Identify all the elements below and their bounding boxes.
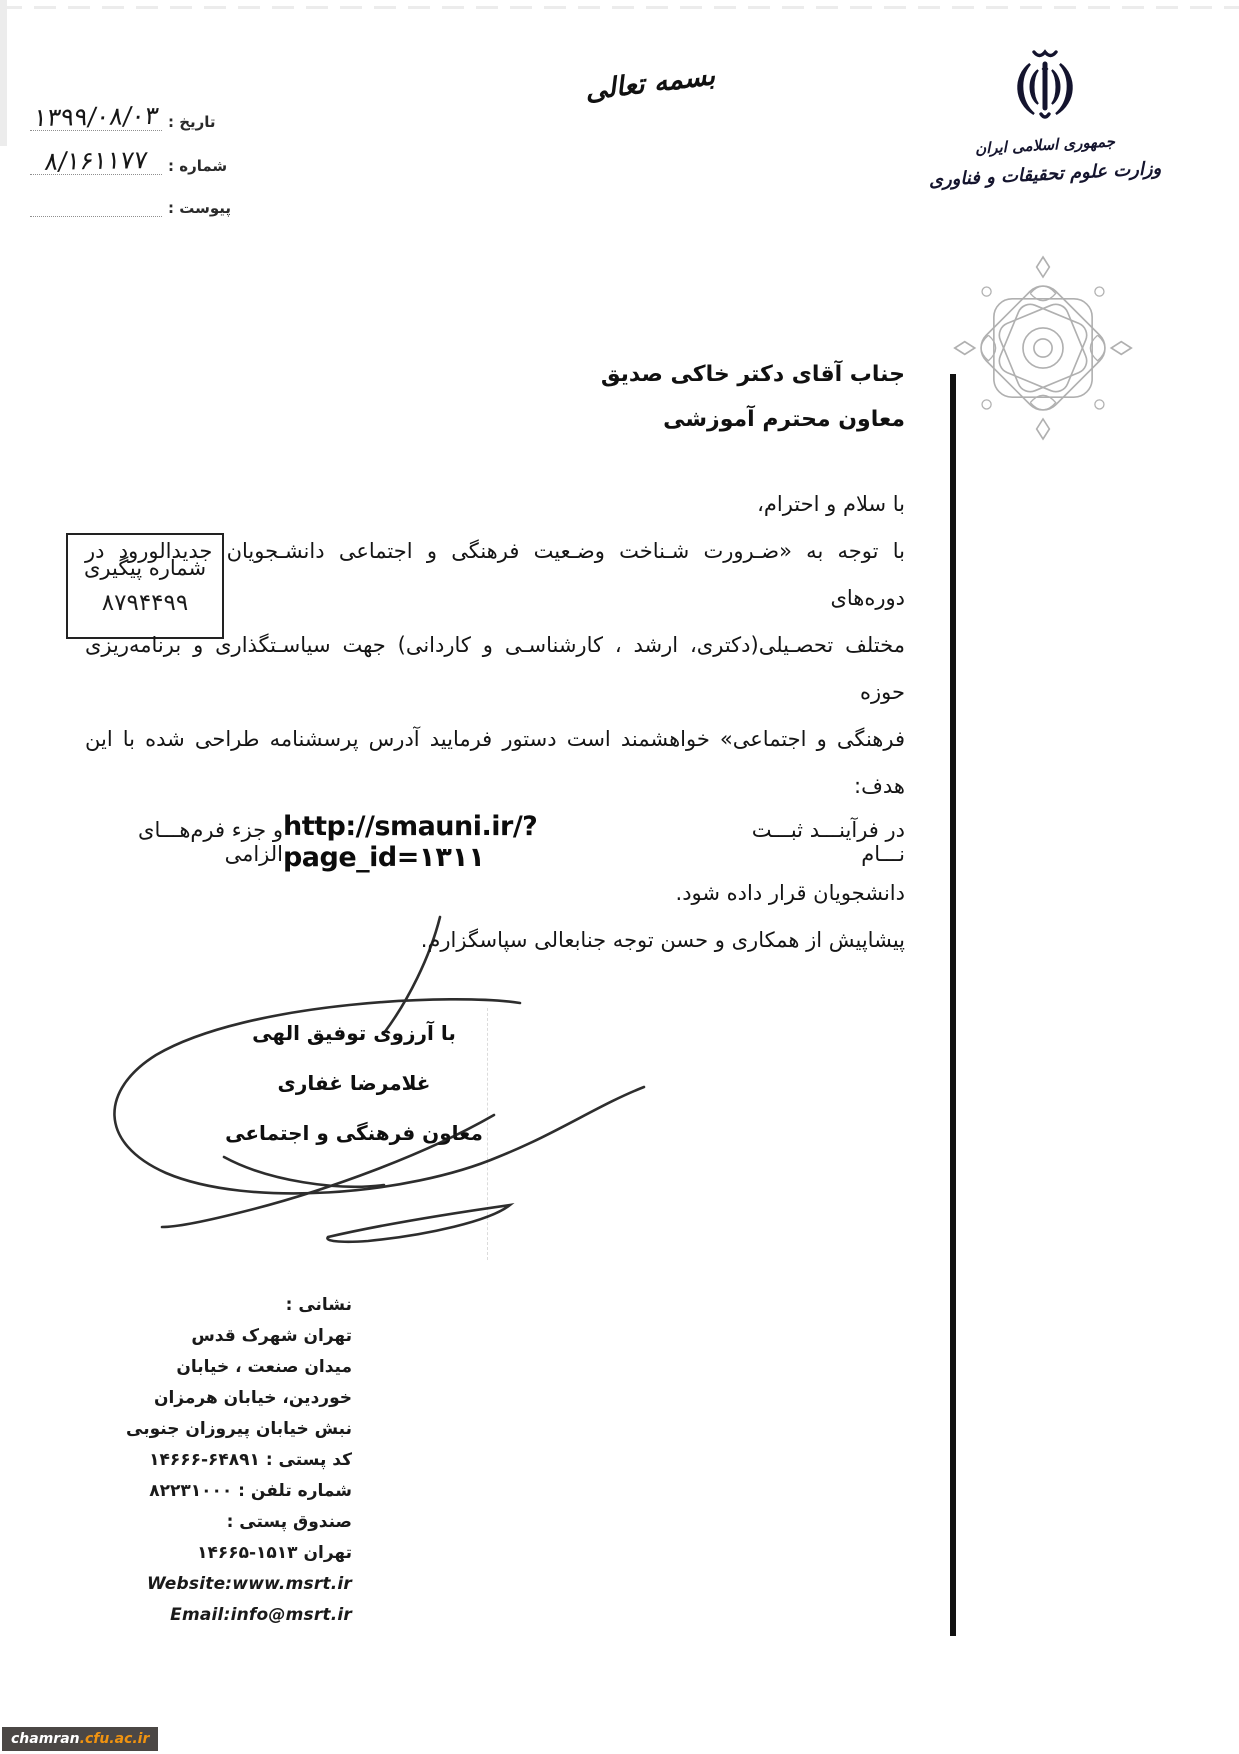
recipient-block: [601, 352, 905, 442]
recipient-title: معاون محترم آموزشی: [663, 407, 905, 432]
email-line: Email:info@msrt.ir: [170, 1605, 352, 1625]
body-line-5: دانشجویان قرار داده شود.: [675, 881, 905, 905]
date-label: تاریخ :: [168, 113, 216, 132]
address-line-3: خوردین، خیابان هرمزان: [153, 1388, 352, 1408]
website-line: Website:www.msrt.ir: [146, 1574, 352, 1594]
besmele-calligraphy: بسمه تعالی: [583, 60, 717, 107]
scan-artifact-left-edge: [0, 0, 7, 146]
watermark-suffix: .cfu.ac.ir: [79, 1731, 150, 1747]
rosette-ornament-icon: [952, 254, 1134, 446]
letter-body: [85, 481, 905, 964]
body-line-6: پیشاپیش از همکاری و حسن توجه جنابعالی سپاسگزارم.: [420, 928, 905, 952]
address-line-2: میدان صنعت ، خیابان: [176, 1357, 352, 1377]
pobox-line: [96, 1538, 352, 1569]
vertical-rule: [950, 374, 956, 1636]
phone-label: شماره تلفن :: [232, 1481, 352, 1501]
tracking-number: ۸۷۹۴۴۹۹: [101, 590, 189, 616]
site-watermark-badge: [2, 1727, 158, 1751]
number-label: شماره :: [168, 157, 228, 176]
body-url-line: [85, 811, 905, 873]
body-line-2: مختلف تحصـیلی(دکتری، ارشد ، کارشناسـی و کاردانی) جهت سیاسـتگذاری و برنامه‌ریزی حوزه: [85, 633, 905, 704]
pobox-city: تهران: [297, 1543, 352, 1563]
phone-line: [96, 1476, 352, 1507]
address-heading: نشانی :: [285, 1295, 352, 1315]
ministry-title: وزارت علوم تحقیقات و فناوری: [928, 157, 1162, 192]
footer-address: [96, 1290, 352, 1631]
date-value: ۱۳۹۹/۰۸/۰۳: [32, 100, 161, 133]
pobox-value: ۱۴۶۶۵-۱۵۱۳: [197, 1543, 298, 1563]
address-line-4: نبش خیابان پیروزان جنوبی: [126, 1419, 352, 1439]
recipient-name: جناب آقای دکتر خاکی صدیق: [600, 362, 905, 387]
body-line-3: فرهنگی و اجتماعی» خواهشمند است دستور فرمایید آدرس پرسشنامه طراحی شده با این هدف:: [85, 727, 905, 798]
questionnaire-url: http://smauni.ir/?page_id=۱۳۱۱: [282, 811, 538, 873]
number-field: [30, 145, 228, 176]
iran-emblem-icon: [920, 44, 1170, 140]
postal-code-value: ۱۴۶۶۶-۶۴۸۹۱: [149, 1450, 260, 1470]
signature-block: [196, 1008, 512, 1158]
scan-artifact-top-edge: [0, 6, 1239, 9]
number-dotted-line: [30, 145, 162, 176]
tracking-label: شماره پیگیری: [83, 556, 207, 580]
number-value: ۸/۱۶۱۱۷۷: [42, 145, 150, 176]
attachment-dotted-line: [30, 196, 162, 217]
watermark-prefix: chamran: [11, 1731, 80, 1747]
address-line-1: تهران شهرک قدس: [191, 1326, 352, 1346]
signatory-name: غلامرضا غفاری: [277, 1071, 431, 1095]
government-title: جمهوری اسلامی ایران: [974, 132, 1116, 158]
signatory-title: معاون فرهنگی و اجتماعی: [225, 1121, 483, 1145]
attachment-label: پیوست :: [168, 199, 232, 217]
signature-blessing: با آرزوی توفیق الهی: [252, 1021, 456, 1045]
date-field: [30, 100, 216, 133]
date-dotted-line: [30, 100, 162, 133]
url-line-right-text: در فرآینـــد ثبـــت نـــام: [751, 818, 905, 866]
salutation: با سلام و احترام،: [757, 492, 905, 516]
body-line-1: با توجه به «ضـرورت شـناخت وضـعیت فرهنگی و اجتماعی دانشـجویان جدیدالورود در دوره‌های: [85, 539, 905, 610]
pobox-label-line: صندوق پستی :: [226, 1512, 352, 1532]
postal-code-label: کد پستی :: [259, 1450, 352, 1470]
phone-value: ۸۲۲۳۱۰۰۰: [149, 1481, 233, 1501]
postal-code-line: [96, 1445, 352, 1476]
url-line-left-text: و جزء فرم‌هـــای الزامی: [138, 818, 283, 866]
attachment-field: [30, 196, 231, 217]
